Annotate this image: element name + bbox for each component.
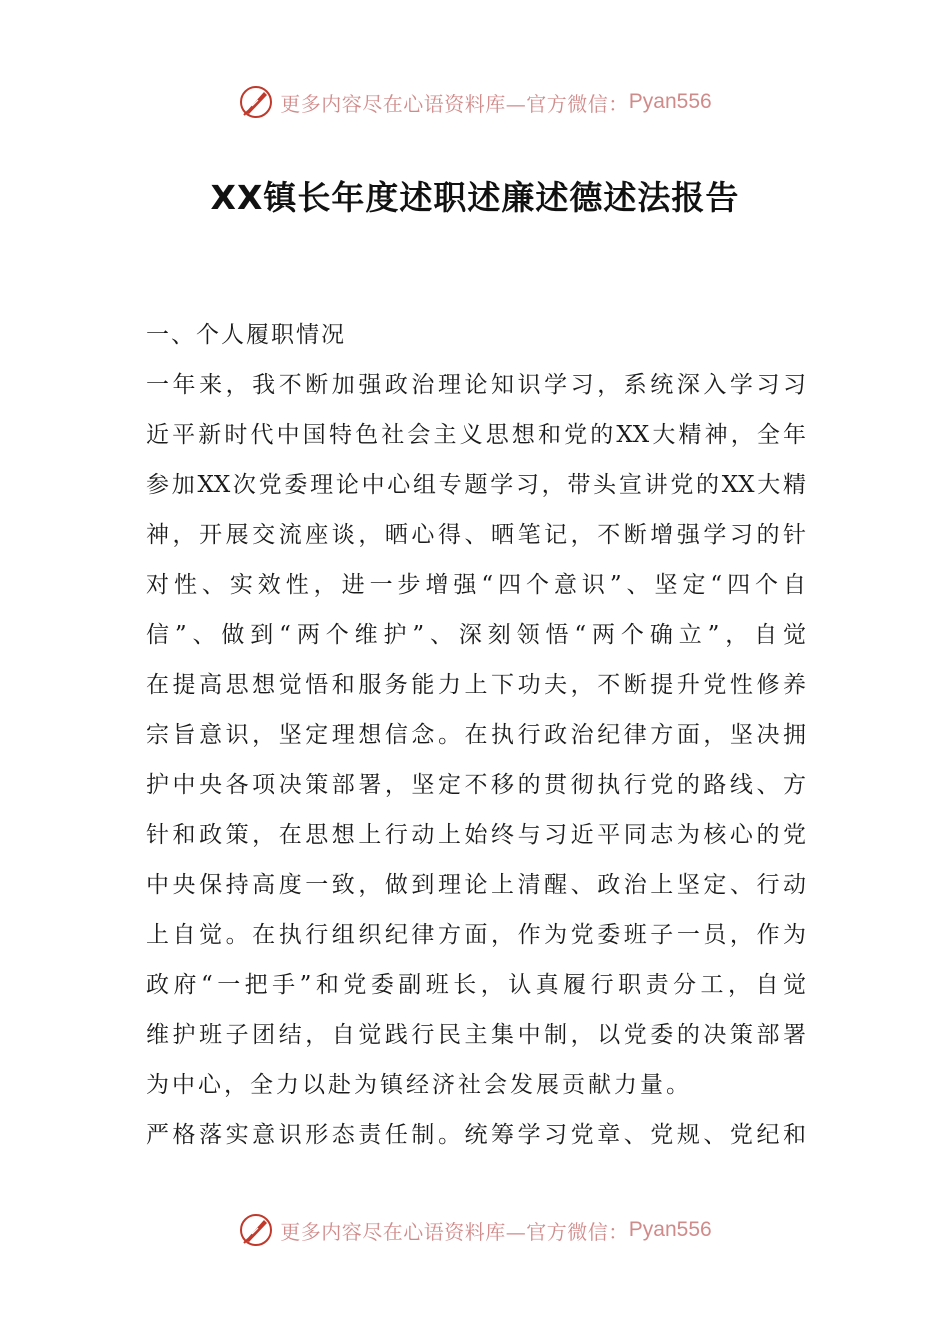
body-line: 一年来，我不断加强政治理论知识学习，系统深入学习习 (146, 372, 806, 398)
body-line: 为中心，全力以赴为镇经济社会发展贡献力量。 (146, 1072, 692, 1098)
quill-pen-logo-icon (238, 1212, 274, 1248)
body-line: 中央保持高度一致，做到理论上清醒、政治上坚定、行动 (146, 872, 806, 898)
body-line: 对性、实效性，进一步增强“四个意识”、坚定“四个自 (146, 572, 806, 598)
body-line: 严格落实意识形态责任制。统筹学习党章、党规、党纪和 (146, 1122, 806, 1148)
body-line: 近平新时代中国特色社会主义思想和党的XX大精神，全年 (146, 422, 806, 448)
body-line: 护中央各项决策部署，坚定不移的贯彻执行党的路线、方 (146, 772, 806, 798)
document-body (146, 310, 806, 1160)
body-line: 在提高思想觉悟和服务能力上下功夫，不断提升党性修养 (146, 672, 806, 698)
watermark-text: 更多内容尽在心语资料库—官方微信： (280, 91, 629, 116)
header-watermark (0, 80, 950, 124)
body-line: 宗旨意识，坚定理想信念。在执行政治纪律方面，坚决拥 (146, 722, 806, 748)
document-title: XX镇长年度述职述廉述德述法报告 (210, 178, 740, 217)
body-line: 参加XX次党委理论中心组专题学习，带头宣讲党的XX大精 (146, 472, 806, 498)
watermark-text: 更多内容尽在心语资料库—官方微信： (280, 1219, 629, 1244)
body-line: 维护班子团结，自觉践行民主集中制，以党委的决策部署 (146, 1022, 806, 1048)
watermark-id: Pyan556 (628, 1218, 712, 1241)
body-line: 上自觉。在执行组织纪律方面，作为党委班子一员，作为 (146, 922, 806, 948)
body-line: 针和政策，在思想上行动上始终与习近平同志为核心的党 (146, 822, 806, 848)
body-line: 信”、做到“两个维护”、深刻领悟“两个确立”，自觉 (146, 622, 806, 648)
watermark-id: Pyan556 (628, 90, 712, 113)
footer-watermark (0, 1208, 950, 1252)
quill-pen-logo-icon (238, 84, 274, 120)
section-heading: 一、个人履职情况 (146, 322, 346, 348)
body-line: 政府“一把手”和党委副班长，认真履行职责分工，自觉 (146, 972, 806, 998)
body-line: 神，开展交流座谈，晒心得、晒笔记，不断增强学习的针 (146, 522, 806, 548)
